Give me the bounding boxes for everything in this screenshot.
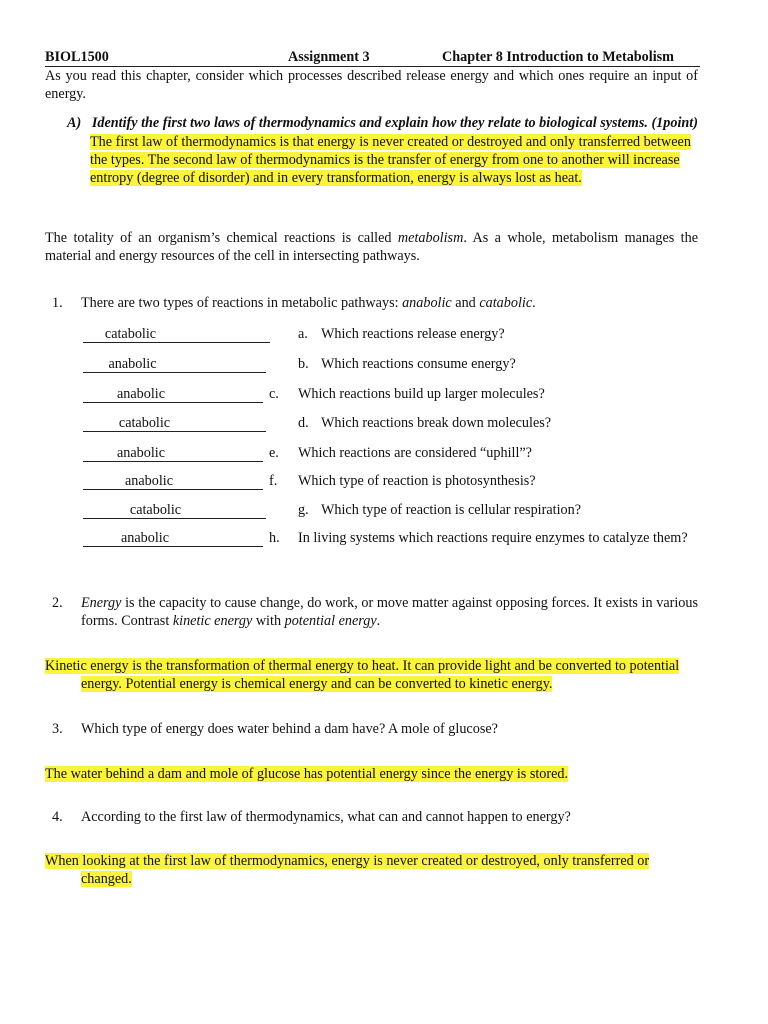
answer-blank[interactable] bbox=[83, 472, 263, 490]
answer-blank[interactable] bbox=[83, 325, 270, 343]
q2-term-energy: Energy bbox=[81, 595, 122, 611]
q1-row-g bbox=[83, 501, 698, 521]
q3-answer: The water behind a dam and mole of glucose has potential energy since the energy is stored. bbox=[45, 766, 569, 782]
row-question: Which reactions release energy? bbox=[321, 326, 505, 342]
q4-number: 4. bbox=[52, 809, 63, 825]
q1-row-f bbox=[83, 472, 698, 492]
row-letter: b. bbox=[298, 356, 309, 372]
q2-answer-block bbox=[45, 657, 700, 693]
assignment-title: Assignment 3 bbox=[288, 49, 370, 65]
metabolism-paragraph bbox=[45, 229, 698, 265]
section-a bbox=[67, 114, 698, 187]
answer-text: anabolic bbox=[116, 445, 166, 461]
answer-text: anabolic bbox=[124, 473, 174, 489]
answer-blank[interactable] bbox=[83, 529, 263, 547]
section-a-answer: The first law of thermodynamics is that energy is never created or destroyed and only transferred between the types. The second law of thermodynamics is the transfer of energy from one to another will increase entropy (degree of disorder) and in every transformation, energy is always lost as heat. bbox=[90, 134, 691, 186]
row-letter: e. bbox=[269, 445, 279, 461]
row-letter: c. bbox=[269, 386, 279, 402]
answer-text: catabolic bbox=[129, 502, 182, 518]
q2-text bbox=[81, 594, 698, 630]
q1-text-1: There are two types of reactions in metabolic pathways: bbox=[81, 295, 403, 311]
q3-text: Which type of energy does water behind a dam have? A mole of glucose? bbox=[81, 721, 498, 737]
q1-row-h bbox=[83, 529, 698, 567]
q4-text: According to the first law of thermodynamics, what can and cannot happen to energy? bbox=[81, 809, 571, 825]
row-letter: d. bbox=[298, 415, 309, 431]
q1-row-c bbox=[83, 385, 698, 405]
answer-blank[interactable] bbox=[83, 414, 266, 432]
q1-term-anabolic: anabolic bbox=[402, 295, 452, 311]
q4-answer-block bbox=[45, 852, 700, 888]
q3-answer-block bbox=[45, 765, 700, 783]
q1-text bbox=[81, 294, 698, 312]
answer-blank[interactable] bbox=[83, 385, 263, 403]
q1-row-b bbox=[83, 355, 698, 375]
answer-blank[interactable] bbox=[83, 501, 266, 519]
q2-term-potential: potential energy bbox=[284, 613, 377, 629]
section-a-question-text: Identify the first two laws of thermodynamics and explain how they relate to biological systems. (1point) bbox=[91, 115, 698, 131]
q1-row-e bbox=[83, 444, 698, 464]
row-question: Which reactions are considered “uphill”? bbox=[298, 445, 532, 461]
answer-text: catabolic bbox=[118, 415, 171, 431]
answer-blank[interactable] bbox=[83, 355, 266, 373]
row-question: Which type of reaction is cellular respiration? bbox=[321, 502, 581, 518]
metabolism-text-2: . As a whole, metabolism manages the material and energy resources of the cell in intersecting pathways. bbox=[45, 230, 698, 264]
answer-text: anabolic bbox=[108, 356, 157, 372]
row-letter: a. bbox=[298, 326, 308, 342]
q2-answer: Kinetic energy is the transformation of thermal energy to heat. It can provide light and be converted to potential energy. Potential energy is chemical energy and can be converted to kinetic energy. bbox=[45, 658, 680, 692]
answer-blank[interactable] bbox=[83, 444, 263, 462]
q2-number: 2. bbox=[52, 595, 63, 611]
answer-text: anabolic bbox=[116, 386, 166, 402]
course-code: BIOL1500 bbox=[45, 49, 109, 65]
section-a-label: A) bbox=[67, 115, 82, 131]
q1-number: 1. bbox=[52, 295, 63, 311]
q2-term-kinetic: kinetic energy bbox=[172, 613, 253, 629]
metabolism-text-1: The totality of an organism’s chemical reactions is called bbox=[45, 230, 398, 246]
q3-number: 3. bbox=[52, 721, 63, 737]
answer-text: anabolic bbox=[120, 530, 170, 546]
metabolism-term: metabolism bbox=[397, 230, 464, 246]
q2-text-1: is the capacity to cause change, do work, or move matter against opposing forces. It exists in various forms. Contrast bbox=[81, 595, 698, 629]
q1-row-a bbox=[83, 325, 698, 345]
row-question: Which reactions build up larger molecules? bbox=[298, 386, 545, 402]
q1-text-2: and bbox=[451, 295, 480, 311]
row-question: Which reactions break down molecules? bbox=[321, 415, 552, 431]
row-question: In living systems which reactions require enzymes to catalyze them? bbox=[298, 530, 688, 546]
q4-answer: When looking at the first law of thermodynamics, energy is never created or destroyed, only transferred or changed. bbox=[45, 853, 650, 887]
q1-text-3: . bbox=[532, 295, 536, 311]
q2-text-2: with bbox=[252, 613, 285, 629]
row-question: Which reactions consume energy? bbox=[321, 356, 516, 372]
q1-term-catabolic: catabolic bbox=[479, 295, 533, 311]
q1-row-d bbox=[83, 414, 698, 434]
q2-text-3: . bbox=[376, 613, 381, 629]
intro-paragraph: As you read this chapter, consider which processes described release energy and which ones require an input of energy. bbox=[45, 68, 698, 102]
row-letter: h. bbox=[269, 530, 280, 546]
row-question: Which type of reaction is photosynthesis? bbox=[298, 473, 536, 489]
document-header bbox=[45, 48, 700, 67]
chapter-title: Chapter 8 Introduction to Metabolism bbox=[442, 49, 674, 65]
row-letter: f. bbox=[269, 473, 278, 489]
section-a-question bbox=[67, 114, 698, 132]
row-letter: g. bbox=[298, 502, 309, 518]
answer-text: catabolic bbox=[104, 326, 157, 342]
